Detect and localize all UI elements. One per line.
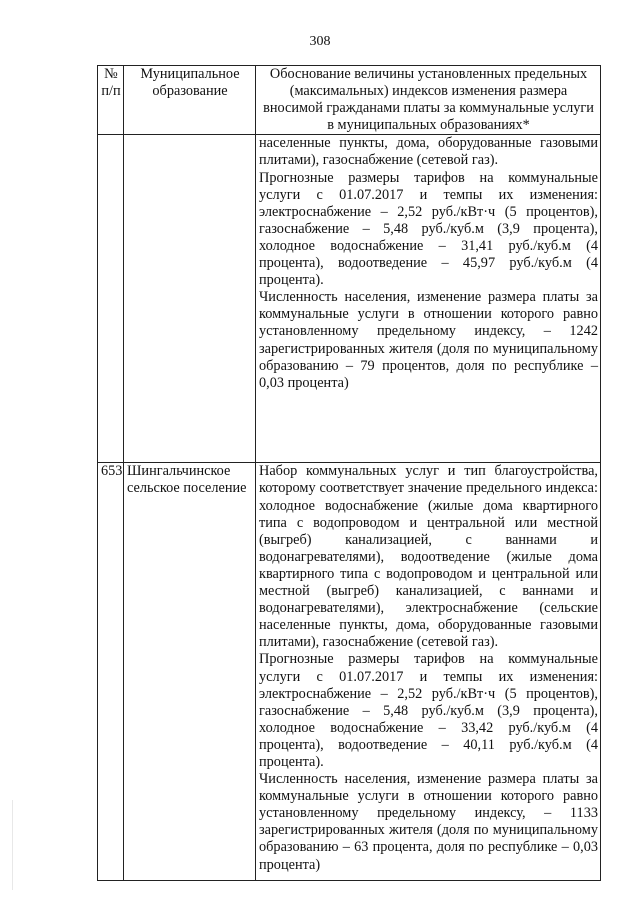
municipal-index-table — [97, 65, 601, 881]
header-justification: Обоснование величины установленных предельных (максимальных) индексов изменения размера вносимой гражданами платы за коммунальные услуги в муниципальных образованиях* — [256, 66, 601, 135]
scan-margin-line — [12, 800, 13, 890]
header-municipality: Муниципальное образование — [124, 66, 256, 135]
header-number: № п/п — [98, 66, 124, 135]
justification-paragraph: Численность населения, изменение размера платы за коммунальные услуги в отношении которого равно установленному предельному индексу, – 1242 зарегистрированных жителя (доля по муниципальному образованию – 79 процентов, доля по республике – 0,03 процента) — [259, 289, 598, 391]
row-number: 653 — [98, 463, 124, 881]
page-number: 308 — [309, 34, 331, 49]
justification-paragraph: населенные пункты, дома, оборудованные газовыми плитами), газоснабжение (сетевой газ). — [259, 135, 598, 169]
row-municipality — [124, 135, 256, 463]
table-row — [98, 135, 601, 463]
row-justification — [256, 135, 601, 463]
row-justification — [256, 463, 601, 881]
justification-paragraph: Прогнозные размеры тарифов на коммунальные услуги с 01.07.2017 и темпы их изменения: электроснабжение – 2,52 руб./кВт·ч (5 процентов), газоснабжение – 5,48 руб./куб.м (3,9 процента), холодное водоснабжение – 31,41 руб./куб.м (4 процента), водоотведение – 45,97 руб./куб.м (4 процента). — [259, 169, 598, 289]
justification-paragraph: Набор коммунальных услуг и тип благоустройства, которому соответствует значение предельного индекса: холодное водоснабжение (жилые дома квартирного типа с водопроводом и центральной или местной (выгреб) канализацией, с ваннами и водонагревателями), водоотведение (жилые дома квартирного типа с водопроводом и центральной или местной (выгреб) канализацией, с ваннами и водонагревателями), электроснабжение (сельские населенные пункты, дома, оборудованные газовыми плитами), газоснабжение (сетевой газ). — [259, 463, 598, 651]
row-municipality: Шингальчинское сельское поселение — [124, 463, 256, 881]
row-number — [98, 135, 124, 463]
justification-paragraph: Прогнозные размеры тарифов на коммунальные услуги с 01.07.2017 и темпы их изменения: электроснабжение – 2,52 руб./кВт·ч (5 процентов), газоснабжение – 5,48 руб./куб.м (3,9 процента), холодное водоснабжение – 33,42 руб./куб.м (4 процента), водоотведение – 40,11 руб./куб.м (4 процента). — [259, 651, 598, 770]
justification-paragraph: Численность населения, изменение размера платы за коммунальные услуги в отношении которого равно установленному предельному индексу, – 1133 зарегистрированных жителя (доля по муниципальному образованию – 63 процента, доля по республике – 0,03 процента) — [259, 771, 598, 873]
table-header-row — [98, 66, 601, 135]
table-row — [98, 463, 601, 881]
